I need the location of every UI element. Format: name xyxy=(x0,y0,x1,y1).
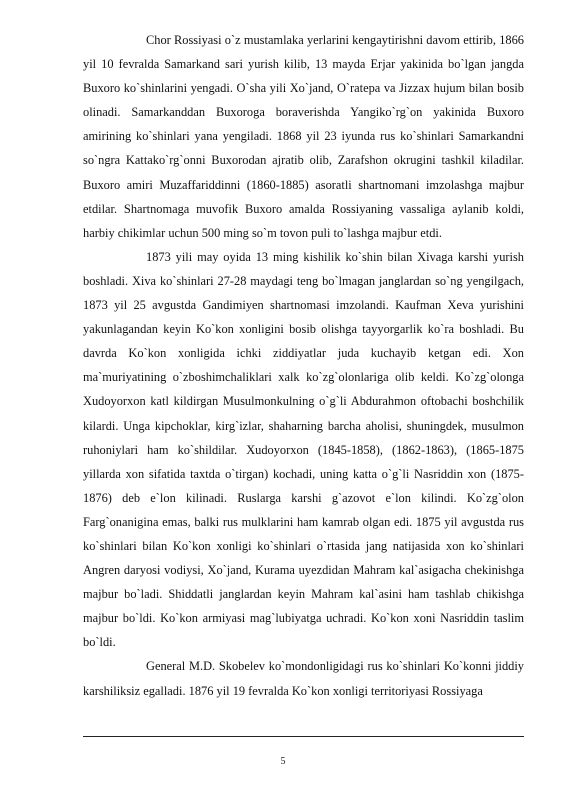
body-text xyxy=(83,28,524,703)
footer-divider xyxy=(83,736,524,737)
paragraph-1: Chor Rossiyasi o`z mustamlaka yerlarini kengaytirishni davom ettirib, 1866 yil 10 fevralda Samarkand sari yurish kilib, 13 mayda Erjar yakinida bo`lgan jangda Buxoro ko`shinlarini yengadi. O`sha yili Xo`jand, O`ratepa va Jizzax hujum bilan bosib olinadi. Samarkanddan Buxoroga boraverishda Yangiko`rg`on yakinida Buxoro amirining ko`shinlari yana yengiladi. 1868 yil 23 iyunda rus ko`shinlari Samarkandni so`ngra Kattako`rg`onni Buxorodan ajratib olib, Zarafshon okrugini tashkil kiladilar. Buxoro amiri Muzaffariddinni (1860-1885) asoratli shartnomani imzolashga majbur etdilar. Shartnomaga muvofik Buxoro amalda Rossiyaning vassaliga aylanib koldi, harbiy chikimlar uchun 500 ming so`m tovon puli to`lashga majbur etdi. xyxy=(83,33,524,240)
page-number: 5 xyxy=(280,756,286,767)
paragraph-2: 1873 yili may oyida 13 ming kishilik ko`shin bilan Xivaga karshi yurish boshladi. Xiva ko`shinlari 27-28 maydagi teng bo`lmagan janglardan so`ng yengilgach, 1873 yil 25 avgustda Gandimiyen shartnomasi imzolandi. Kaufman Xeva yurishini yakunlagandan keyin Ko`kon xonligini bosib olishga tayyorgarlik ko`ra boshladi. Bu davrda Ko`kon xonligida ichki ziddiyatlar juda kuchayib ketgan edi. Xon ma`muriyatining o`zboshimchaliklari xalk ko`zg`olonlariga olib keldi. Ko`zg`olonga Xudoyorxon katl kildirgan Musulmonkulning o`g`li Abdurahmon oftobachi boshchilik kilardi. Unga kipchoklar, kirg`izlar, shaharning barcha aholisi, shuningdek, musulmon ruhoniylari ham ko`shildilar. Xudoyorxon (1845-1858), (1862-1863), (1865-1875 yillarda xon sifatida taxtda o`tirgan) kochadi, uning katta o`g`li Nasriddin xon (1875-1876) deb e`lon kilinadi. Ruslarga karshi g`azovot e`lon kilindi. Ko`zg`olon Farg`onanigina emas, balki rus mulklarini ham kamrab olgan edi. 1875 yil avgustda rus ko`shinlari bilan Ko`kon xonligi ko`shinlari o`rtasida jang natijasida xon ko`shinlari Angren daryosi vodiysi, Xo`jand, Kurama uyezdidan Mahram kal`asigacha chekinishga majbur bo`ladi. Shiddatli janglardan keyin Mahram kal`asini ham tashlab chikishga majbur bo`ldi. Ko`kon armiyasi mag`lubiyatga uchradi. Ko`kon xoni Nasriddin taslim bo`ldi. xyxy=(83,249,524,650)
paragraph-3: General M.D. Skobelev ko`mondonligidagi rus ko`shinlari Ko`konni jiddiy karshiliksiz egalladi. 1876 yil 19 fevralda Ko`kon xonligi territoriyasi Rossiyaga xyxy=(83,659,524,698)
